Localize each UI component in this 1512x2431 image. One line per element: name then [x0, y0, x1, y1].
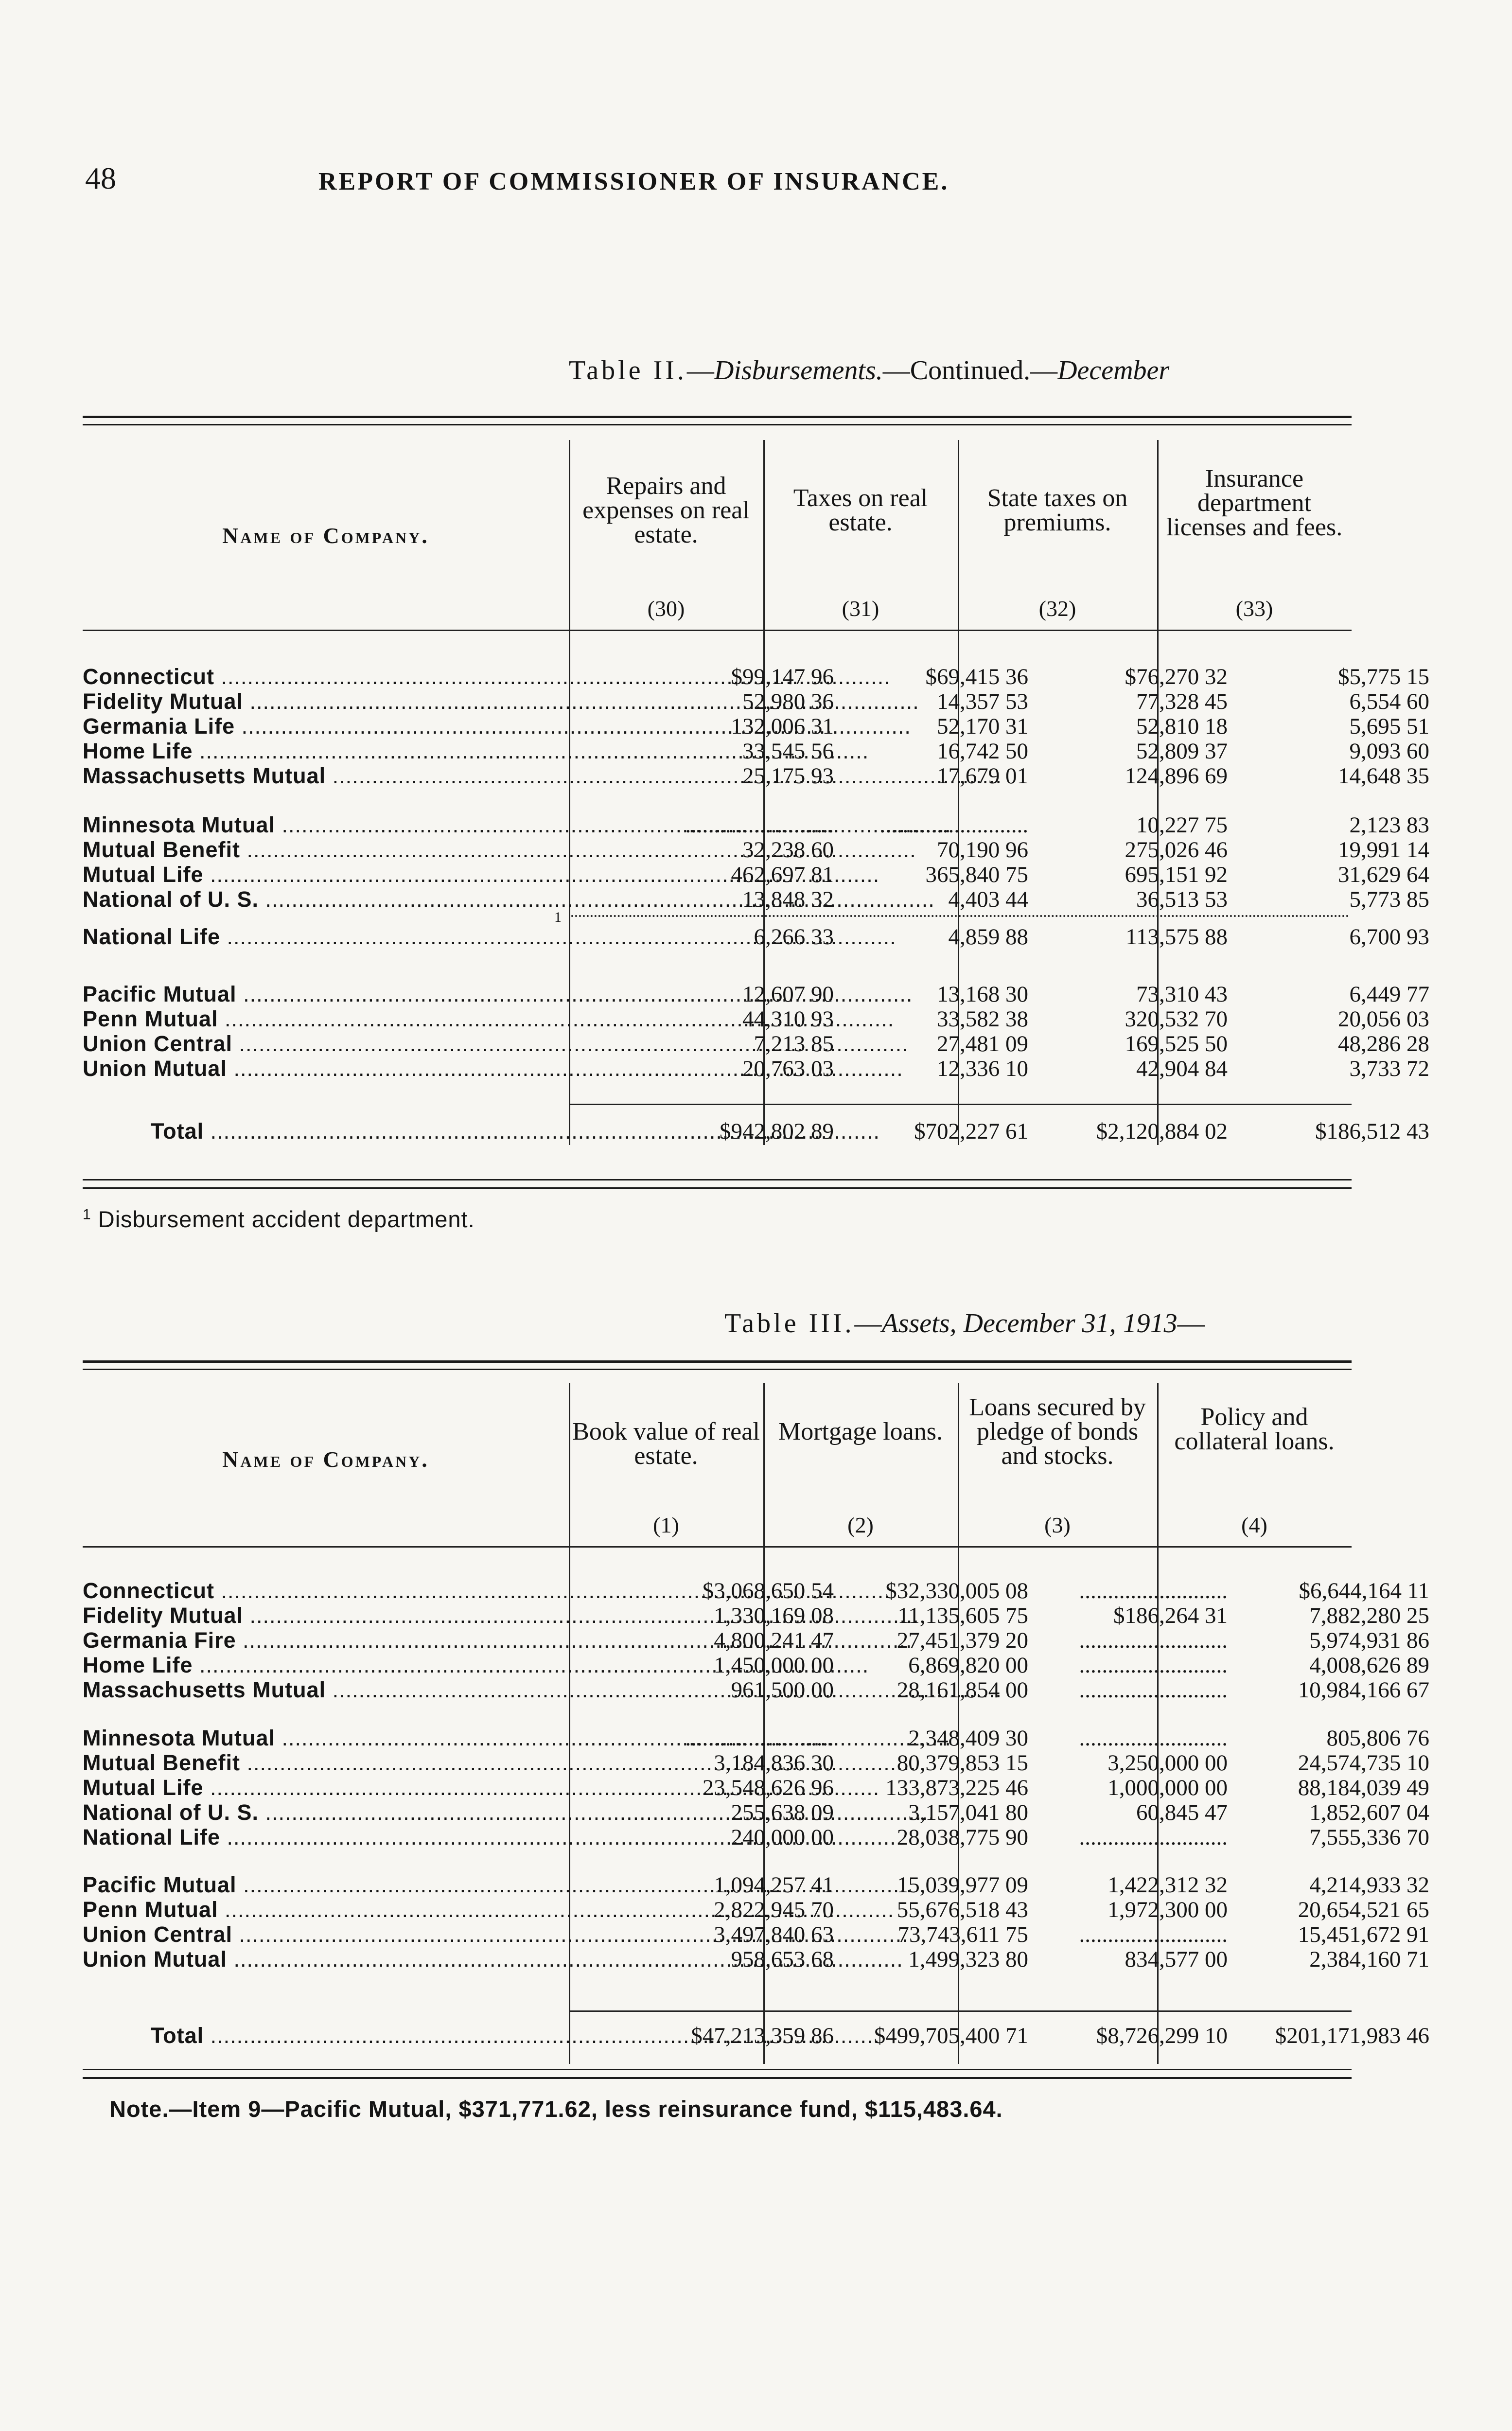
- table2-bottom-rule: [83, 1179, 1352, 1180]
- cell-col4: 4,214,933 32: [1309, 1872, 1429, 1898]
- table-row: [83, 688, 1429, 715]
- cell-col33: 6,700 93: [1349, 924, 1429, 950]
- cell-col4: 4,008,626 89: [1309, 1653, 1429, 1678]
- cell-col30: 25,175 93: [742, 763, 834, 789]
- footnote-marker: 1: [554, 909, 562, 925]
- cell-col31: $69,415 36: [925, 664, 1028, 689]
- company-name: Massachusetts Mutual .....: [83, 1677, 564, 1703]
- cell-col2: 2,348,409 30: [908, 1726, 1028, 1751]
- table3-top-rule-2: [83, 1369, 1352, 1370]
- company-name: Mutual Benefit .....: [83, 1750, 564, 1776]
- cell-col1: $3,068,650 54: [702, 1578, 834, 1603]
- table-row: [83, 1677, 1429, 1703]
- cell-col31: 12,336 10: [937, 1056, 1028, 1081]
- cell-col4: 88,184,039 49: [1298, 1775, 1429, 1800]
- table-row: [83, 1921, 1429, 1948]
- table-row: [83, 837, 1429, 863]
- company-name: Germania Life .....: [83, 713, 564, 740]
- table-row: [83, 1006, 1429, 1032]
- table2-name-header: Name of Company.: [222, 523, 429, 548]
- cell-col2: 15,039,977 09: [897, 1872, 1028, 1898]
- company-name: National Life .....: [83, 1824, 564, 1850]
- table2-caption-label: Table II.: [569, 355, 687, 386]
- table3-bottom-rule-2: [83, 2077, 1352, 2079]
- cell-col32: 73,310 43: [1136, 982, 1228, 1007]
- cell-col1: 3,184,836 30: [714, 1750, 834, 1776]
- cell-col32: 695,151 92: [1125, 862, 1228, 887]
- table2-total-rule: [569, 1104, 1352, 1105]
- company-name: Mutual Benefit .....: [83, 837, 564, 863]
- cell-col30: $99,147 96: [731, 664, 834, 689]
- cell-col1: 1,094,257 41: [714, 1872, 834, 1898]
- table3-note: Note.—Item 9—Pacific Mutual, $371,771.62, less reinsurance fund, $115,483.64.: [109, 2096, 1003, 2122]
- table2-col30-num: (30): [647, 596, 685, 621]
- table-row: [83, 924, 1429, 950]
- total-col1: $47,213,359 86: [691, 2023, 834, 2048]
- table2-col31-num: (31): [842, 596, 879, 621]
- table2-col30-title: Repairs and expenses on real estate.: [582, 472, 750, 548]
- company-name: Union Central .....: [83, 1921, 564, 1948]
- cell-col4: 15,451,672 91: [1298, 1922, 1429, 1947]
- cell-col1: 1,330,169 08: [714, 1603, 834, 1628]
- cell-col1: 1,450,000 00: [714, 1653, 834, 1678]
- table3-col2-title: Mortgage loans.: [778, 1418, 943, 1445]
- table-row: [83, 1897, 1429, 1923]
- company-name: Union Mutual .....: [83, 1056, 564, 1082]
- total-col3: $8,726,299 10: [1096, 2023, 1228, 2048]
- cell-col4: $6,644,164 11: [1299, 1578, 1429, 1603]
- cell-col32: 52,809 37: [1136, 739, 1228, 764]
- total-label: Total .....: [83, 1118, 564, 1145]
- cell-col32: 36,513 53: [1136, 887, 1228, 912]
- table-row: [83, 1627, 1429, 1654]
- total-col32: $2,120,884 02: [1096, 1119, 1228, 1144]
- cell-col33: 5,773 85: [1349, 887, 1429, 912]
- cell-col30: 52,980 36: [742, 689, 834, 714]
- table2-caption-subject: Disbursements.: [714, 355, 883, 386]
- table2-footnote-mark: 1: [83, 1206, 91, 1223]
- cell-col31: 365,840 75: [925, 862, 1028, 887]
- table-row: [83, 1824, 1429, 1850]
- table-row-total: [83, 1118, 1429, 1145]
- company-name: Pacific Mutual .....: [83, 1872, 564, 1898]
- company-name: Germania Fire .....: [83, 1627, 564, 1654]
- table3-name-header: Name of Company.: [222, 1447, 429, 1472]
- cell-col33: 31,629 64: [1338, 862, 1429, 887]
- cell-col2: 1,499,323 80: [908, 1947, 1028, 1972]
- table-row: [83, 1946, 1429, 1973]
- cell-col2: 55,676,518 43: [897, 1897, 1028, 1922]
- cell-col3: ..........................: [1079, 1726, 1228, 1751]
- company-name: Mutual Life .....: [83, 862, 564, 888]
- table3-col3-title: Loans secured by pledge of bonds and stocks.: [969, 1393, 1146, 1470]
- cell-col2: $32,330,005 08: [885, 1578, 1028, 1603]
- table2-col32-num: (32): [1038, 596, 1076, 621]
- table-row: [83, 862, 1429, 888]
- cell-col3: ..........................: [1079, 1578, 1228, 1603]
- table3-caption-subject: Assets, December 31, 1913: [881, 1308, 1178, 1339]
- company-name: Penn Mutual .....: [83, 1006, 564, 1032]
- cell-col4: 7,555,336 70: [1309, 1825, 1429, 1850]
- table3-col2-num: (2): [847, 1513, 874, 1537]
- cell-col1: 23,548,626 96: [702, 1775, 834, 1800]
- table-row: [83, 981, 1429, 1007]
- cell-col31: ..........................: [879, 812, 1028, 838]
- cell-col32: 169,525 50: [1125, 1031, 1228, 1057]
- cell-col2: 27,451,379 20: [897, 1628, 1028, 1653]
- cell-col33: 6,554 60: [1349, 689, 1429, 714]
- cell-col32: 275,026 46: [1125, 837, 1228, 863]
- company-name: Fidelity Mutual .....: [83, 688, 564, 715]
- cell-col1: 3,497,840 63: [714, 1922, 834, 1947]
- cell-col32: $76,270 32: [1125, 664, 1228, 689]
- table2-header-rule: [83, 630, 1352, 631]
- cell-col4: 5,974,931 86: [1309, 1628, 1429, 1653]
- cell-col3: $186,264 31: [1113, 1603, 1228, 1628]
- cell-col31: 13,168 30: [937, 982, 1028, 1007]
- cell-col33: 6,449 77: [1349, 982, 1429, 1007]
- cell-col1: 255,638 09: [731, 1800, 834, 1825]
- cell-col2: 11,135,605 75: [897, 1603, 1028, 1628]
- cell-col32: 42,904 84: [1136, 1056, 1228, 1081]
- cell-col2: 80,379,853 15: [897, 1750, 1028, 1776]
- cell-col3: ..........................: [1079, 1677, 1228, 1703]
- company-name: Home Life .....: [83, 1652, 564, 1678]
- company-name: Union Mutual .....: [83, 1946, 564, 1973]
- table2-top-rule: [83, 416, 1352, 418]
- company-name: Massachusetts Mutual .....: [83, 763, 564, 789]
- cell-col2: 6,869,820 00: [908, 1653, 1028, 1678]
- table2-footnote-text: Disbursement accident department.: [98, 1206, 475, 1232]
- cell-col30: ..........................: [685, 812, 834, 838]
- cell-col30: 462,697 81: [731, 862, 834, 887]
- cell-col30: 132,006 31: [731, 714, 834, 739]
- cell-col30: 13,848 32: [742, 887, 834, 912]
- cell-col4: 7,882,280 25: [1309, 1603, 1429, 1628]
- cell-col33: 19,991 14: [1338, 837, 1429, 863]
- cell-col3: ..........................: [1079, 1628, 1228, 1653]
- table2-top-rule-2: [83, 424, 1352, 425]
- table-row: [83, 1799, 1429, 1826]
- page-number: 48: [85, 161, 116, 195]
- table3-col4-title: Policy and collateral loans.: [1174, 1403, 1335, 1455]
- cell-col3: 3,250,000 00: [1108, 1750, 1228, 1776]
- cell-col30: 7,213 85: [754, 1031, 834, 1057]
- table3-total-rule: [569, 2010, 1352, 2012]
- cell-col33: 3,733 72: [1349, 1056, 1429, 1081]
- total-label: Total .....: [83, 2023, 564, 2049]
- table3-col4-num: (4): [1241, 1513, 1267, 1537]
- cell-col4: 20,654,521 65: [1298, 1897, 1429, 1922]
- total-col33: $186,512 43: [1315, 1119, 1429, 1144]
- cell-col4: 10,984,166 67: [1298, 1677, 1429, 1703]
- table3-caption: Table III.—Assets, December 31, 1913—: [724, 1308, 1205, 1339]
- page-header: [85, 160, 1349, 199]
- company-name: National Life .....: [83, 924, 564, 950]
- table-row: [83, 1725, 1429, 1751]
- company-name: Pacific Mutual .....: [83, 981, 564, 1007]
- company-name: Connecticut .....: [83, 1578, 564, 1604]
- cell-col32: 52,810 18: [1136, 714, 1228, 739]
- company-name: Minnesota Mutual .....: [83, 812, 564, 838]
- cell-col1: 961,500 00: [731, 1677, 834, 1703]
- table-row-total: [83, 2023, 1429, 2049]
- cell-col32: 77,328 45: [1136, 689, 1228, 714]
- table2-bottom-rule-2: [83, 1187, 1352, 1189]
- table-row: [83, 1775, 1429, 1801]
- company-name: Mutual Life .....: [83, 1775, 564, 1801]
- cell-col3: 1,972,300 00: [1108, 1897, 1228, 1922]
- cell-col30: 33,545 56: [742, 739, 834, 764]
- cell-col30: 44,310 93: [742, 1006, 834, 1032]
- cell-col4: 24,574,735 10: [1298, 1750, 1429, 1776]
- cell-col3: 60,845 47: [1136, 1800, 1228, 1825]
- cell-col33: 20,056 03: [1338, 1006, 1429, 1032]
- cell-col1: ..........................: [685, 1726, 834, 1751]
- total-col2: $499,705,400 71: [874, 2023, 1028, 2048]
- table-row: [83, 1750, 1429, 1776]
- cell-col2: 3,157,041 80: [908, 1800, 1028, 1825]
- table3-col3-num: (3): [1044, 1513, 1071, 1537]
- cell-col31: 4,859 88: [948, 924, 1028, 950]
- total-col4: $201,171,983 46: [1275, 2023, 1429, 2048]
- company-name: Union Central .....: [83, 1031, 564, 1057]
- table3-bottom-rule: [83, 2069, 1352, 2070]
- cell-col32: 320,532 70: [1125, 1006, 1228, 1032]
- table2-col33-title: Insurance department licenses and fees.: [1166, 465, 1343, 541]
- cell-col1: 958,653 68: [731, 1947, 834, 1972]
- total-col31: $702,227 61: [914, 1119, 1028, 1144]
- cell-col3: 1,000,000 00: [1108, 1775, 1228, 1800]
- table-row: [83, 1578, 1429, 1604]
- company-name: Fidelity Mutual .....: [83, 1603, 564, 1629]
- table-row: [83, 1603, 1429, 1629]
- table2-caption: Table II.—Disbursements.—Continued.—December: [569, 355, 1170, 386]
- cell-col30: 32,238 60: [742, 837, 834, 863]
- table2-footnote: [83, 1206, 475, 1233]
- cell-col30: 6,266 33: [754, 924, 834, 950]
- table-row: [83, 1652, 1429, 1678]
- table2-caption-end: December: [1057, 355, 1170, 386]
- table2-col31-title: Taxes on real estate.: [793, 484, 928, 536]
- table-row: [83, 763, 1429, 789]
- cell-col31: 27,481 09: [937, 1031, 1028, 1057]
- table-row: [83, 713, 1429, 740]
- cell-col32: 10,227 75: [1136, 812, 1228, 838]
- cell-col3: ..........................: [1079, 1653, 1228, 1678]
- cell-col1: 4,800,241 47: [714, 1628, 834, 1653]
- cell-col30: 12,607 90: [742, 982, 834, 1007]
- table3-caption-label: Table III.: [724, 1308, 855, 1339]
- cell-col3: ..........................: [1079, 1825, 1228, 1850]
- cell-col4: 1,852,607 04: [1309, 1800, 1429, 1825]
- report-title: REPORT OF COMMISSIONER OF INSURANCE.: [318, 168, 949, 195]
- cell-col4: 2,384,160 71: [1309, 1947, 1429, 1972]
- cell-col1: 2,822,945 70: [714, 1897, 834, 1922]
- table-row: [83, 1031, 1429, 1057]
- table2-caption-cont: Continued.: [910, 355, 1031, 386]
- cell-col3: ..........................: [1079, 1922, 1228, 1947]
- table3-header-rule: [83, 1546, 1352, 1548]
- cell-col30: 20,763 03: [742, 1056, 834, 1081]
- table2-col33-num: (33): [1235, 596, 1273, 621]
- table2-col32-title: State taxes on premiums.: [987, 484, 1128, 536]
- company-name: National of U. S. .....: [83, 886, 564, 913]
- cell-col33: 9,093 60: [1349, 739, 1429, 764]
- company-name: Minnesota Mutual .....: [83, 1725, 564, 1751]
- cell-col3: 1,422,312 32: [1108, 1872, 1228, 1898]
- total-col30: $942,802 89: [720, 1119, 834, 1144]
- cell-col31: 70,190 96: [937, 837, 1028, 863]
- cell-col33: 48,286 28: [1338, 1031, 1429, 1057]
- cell-col33: 2,123 83: [1349, 812, 1429, 838]
- cell-col2: 28,161,854 00: [897, 1677, 1028, 1703]
- cell-col3: 834,577 00: [1125, 1947, 1228, 1972]
- table-row: [83, 812, 1429, 838]
- cell-col31: 17,679 01: [937, 763, 1028, 789]
- accident-dept-dotted-rule: [571, 915, 1349, 917]
- table-row: [83, 1872, 1429, 1898]
- cell-col31: 16,742 50: [937, 739, 1028, 764]
- company-name: Home Life .....: [83, 738, 564, 764]
- table-row: [83, 738, 1429, 764]
- table-row: [83, 664, 1429, 690]
- cell-col32: 113,575 88: [1125, 924, 1228, 950]
- company-name: Connecticut .....: [83, 664, 564, 690]
- company-name: National of U. S. .....: [83, 1799, 564, 1826]
- cell-col2: 133,873,225 46: [885, 1775, 1028, 1800]
- table-row: [83, 1056, 1429, 1082]
- cell-col4: 805,806 76: [1326, 1726, 1429, 1751]
- company-name: Penn Mutual .....: [83, 1897, 564, 1923]
- table3-top-rule: [83, 1360, 1352, 1363]
- cell-col33: $5,775 15: [1338, 664, 1429, 689]
- cell-col1: 240,000 00: [731, 1825, 834, 1850]
- cell-col2: 28,038,775 90: [897, 1825, 1028, 1850]
- cell-col33: 5,695 51: [1349, 714, 1429, 739]
- cell-col31: 4,403 44: [948, 887, 1028, 912]
- table3-col1-num: (1): [653, 1513, 679, 1537]
- cell-col31: 14,357 53: [937, 689, 1028, 714]
- cell-col32: 124,896 69: [1125, 763, 1228, 789]
- cell-col31: 33,582 38: [937, 1006, 1028, 1032]
- cell-col2: 73,743,611 75: [897, 1922, 1028, 1947]
- table3-col1-title: Book value of real estate.: [572, 1418, 760, 1470]
- table-row: [83, 886, 1429, 913]
- cell-col31: 52,170 31: [937, 714, 1028, 739]
- cell-col33: 14,648 35: [1338, 763, 1429, 789]
